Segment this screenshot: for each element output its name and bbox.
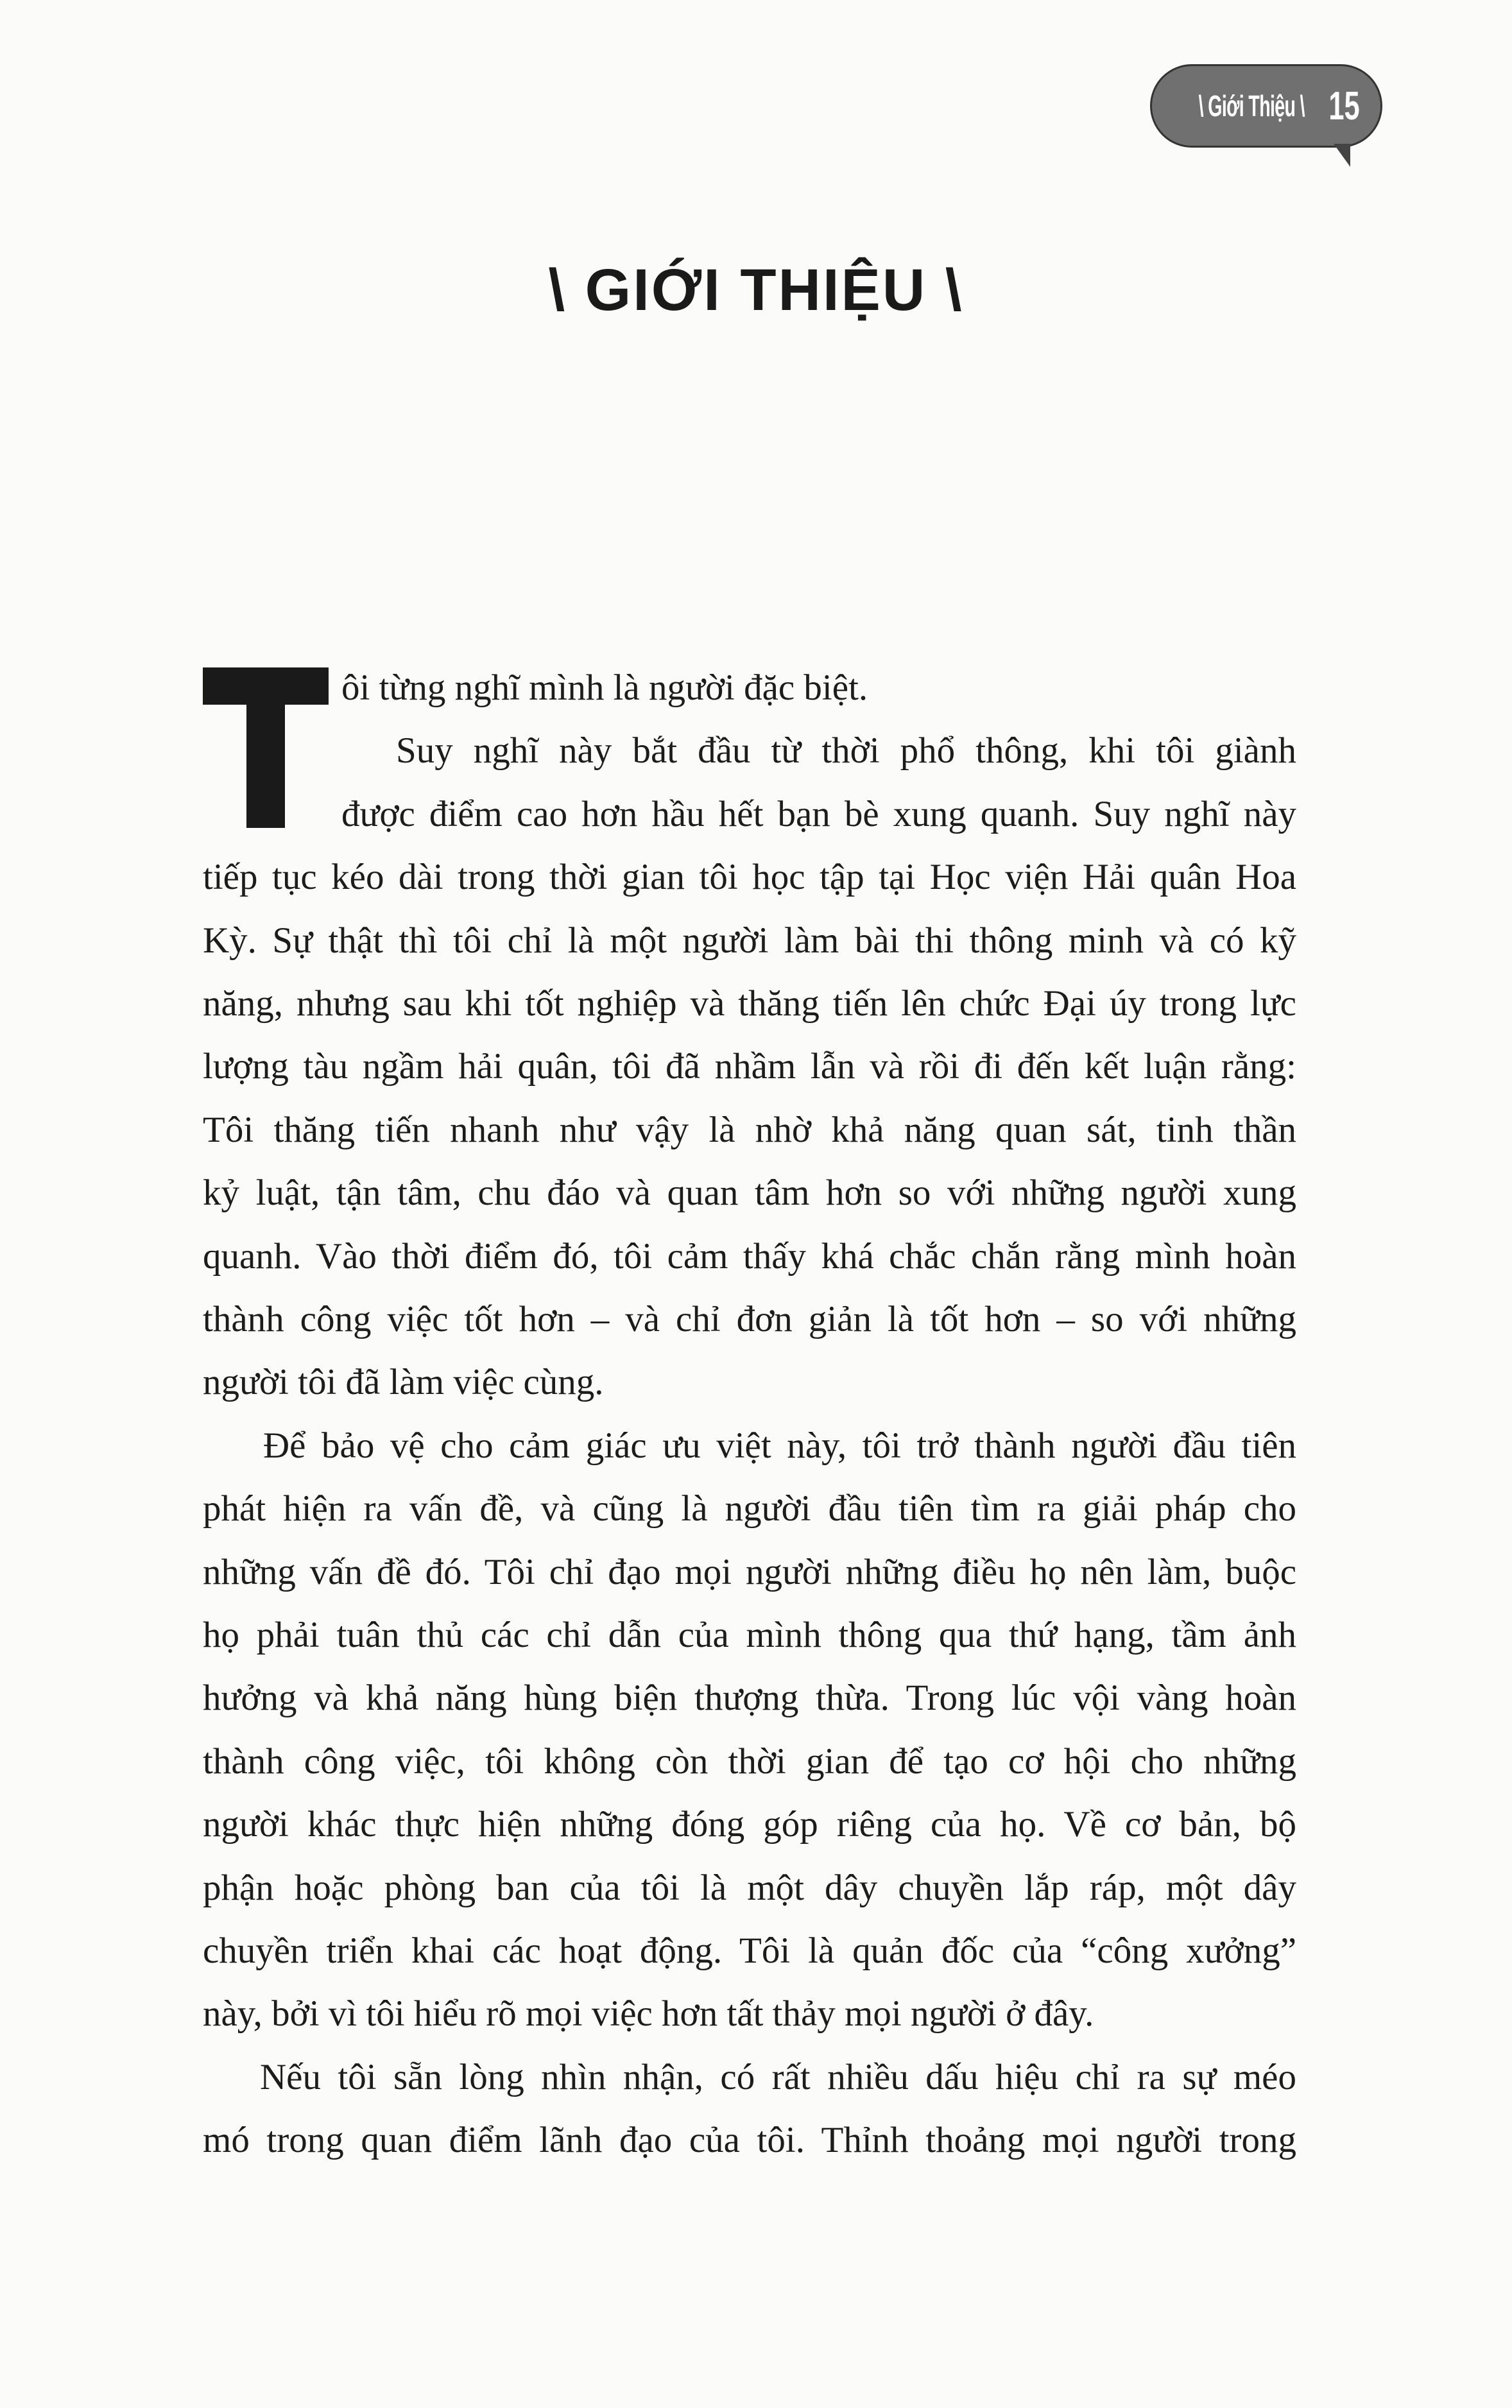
text-line: chuyền triển khai các hoạt động. Tôi là quản đốc của “công xưởng” [203,1931,1296,1971]
text-line: năng, nhưng sau khi tốt nghiệp và thăng tiến lên chức Đại úy trong lực [203,983,1296,1024]
running-header-badge [1150,64,1382,148]
text-line: phát hiện ra vấn đề, và cũng là người đầu tiên tìm ra giải pháp cho [203,1488,1296,1529]
text-line: kỷ luật, tận tâm, chu đáo và quan tâm hơn so với những người xung [203,1173,1296,1214]
text-line: Tôi thăng tiến nhanh như vậy là nhờ khả năng quan sát, tinh thần [203,1109,1296,1150]
text-line: phận hoặc phòng ban của tôi là một dây chuyền lắp ráp, một dây [203,1867,1296,1908]
text-line: ôi từng nghĩ mình là người đặc biệt. [341,667,868,708]
text-line: được điểm cao hơn hầu hết bạn bè xung quanh. Suy nghĩ này [341,793,1296,834]
text-line: thành công việc, tôi không còn thời gian để tạo cơ hội cho những [203,1741,1296,1782]
text-line: tiếp tục kéo dài trong thời gian tôi học tập tại Học viện Hải quân Hoa [203,857,1296,898]
text-line: Để bảo vệ cho cảm giác ưu việt này, tôi trở thành người đầu tiên [263,1425,1296,1466]
speech-bubble-tail [1334,144,1350,167]
text-line: này, bởi vì tôi hiểu rõ mọi việc hơn tất thảy mọi người ở đây. [203,1993,1094,2034]
drop-cap-stem [246,667,285,828]
text-line: Suy nghĩ này bắt đầu từ thời phổ thông, khi tôi giành [396,730,1296,771]
drop-cap [203,667,329,828]
page-number: 15 [1328,83,1360,128]
text-line: người tôi đã làm việc cùng. [203,1362,604,1403]
text-line: Kỳ. Sự thật thì tôi chỉ là một người làm bài thi thông minh và có kỹ [203,920,1296,961]
text-line: thành công việc tốt hơn – và chỉ đơn giản là tốt hơn – so với những [203,1299,1296,1339]
text-line: họ phải tuân thủ các chỉ dẫn của mình thông qua thứ hạng, tầm ảnh [203,1615,1296,1655]
text-line: những vấn đề đó. Tôi chỉ đạo mọi người những điều họ nên làm, buộc [203,1551,1296,1592]
text-line: mó trong quan điểm lãnh đạo của tôi. Thỉnh thoảng mọi người trong [203,2120,1296,2161]
text-line: hưởng và khả năng hùng biện thượng thừa. Trong lúc vội vàng hoàn [203,1678,1296,1719]
text-line: người khác thực hiện những đóng góp riêng của họ. Về cơ bản, bộ [203,1804,1296,1845]
text-line: quanh. Vào thời điểm đó, tôi cảm thấy khá chắc chắn rằng mình hoàn [203,1235,1296,1277]
running-header-section: \ Giới Thiệu \ [1198,89,1305,123]
chapter-title: \ GIỚI THIỆU \ [548,257,964,323]
text-line: lượng tàu ngầm hải quân, tôi đã nhầm lẫn và rồi đi đến kết luận rằng: [203,1046,1296,1087]
text-line: Nếu tôi sẵn lòng nhìn nhận, có rất nhiều dấu hiệu chỉ ra sự méo [260,2056,1296,2097]
